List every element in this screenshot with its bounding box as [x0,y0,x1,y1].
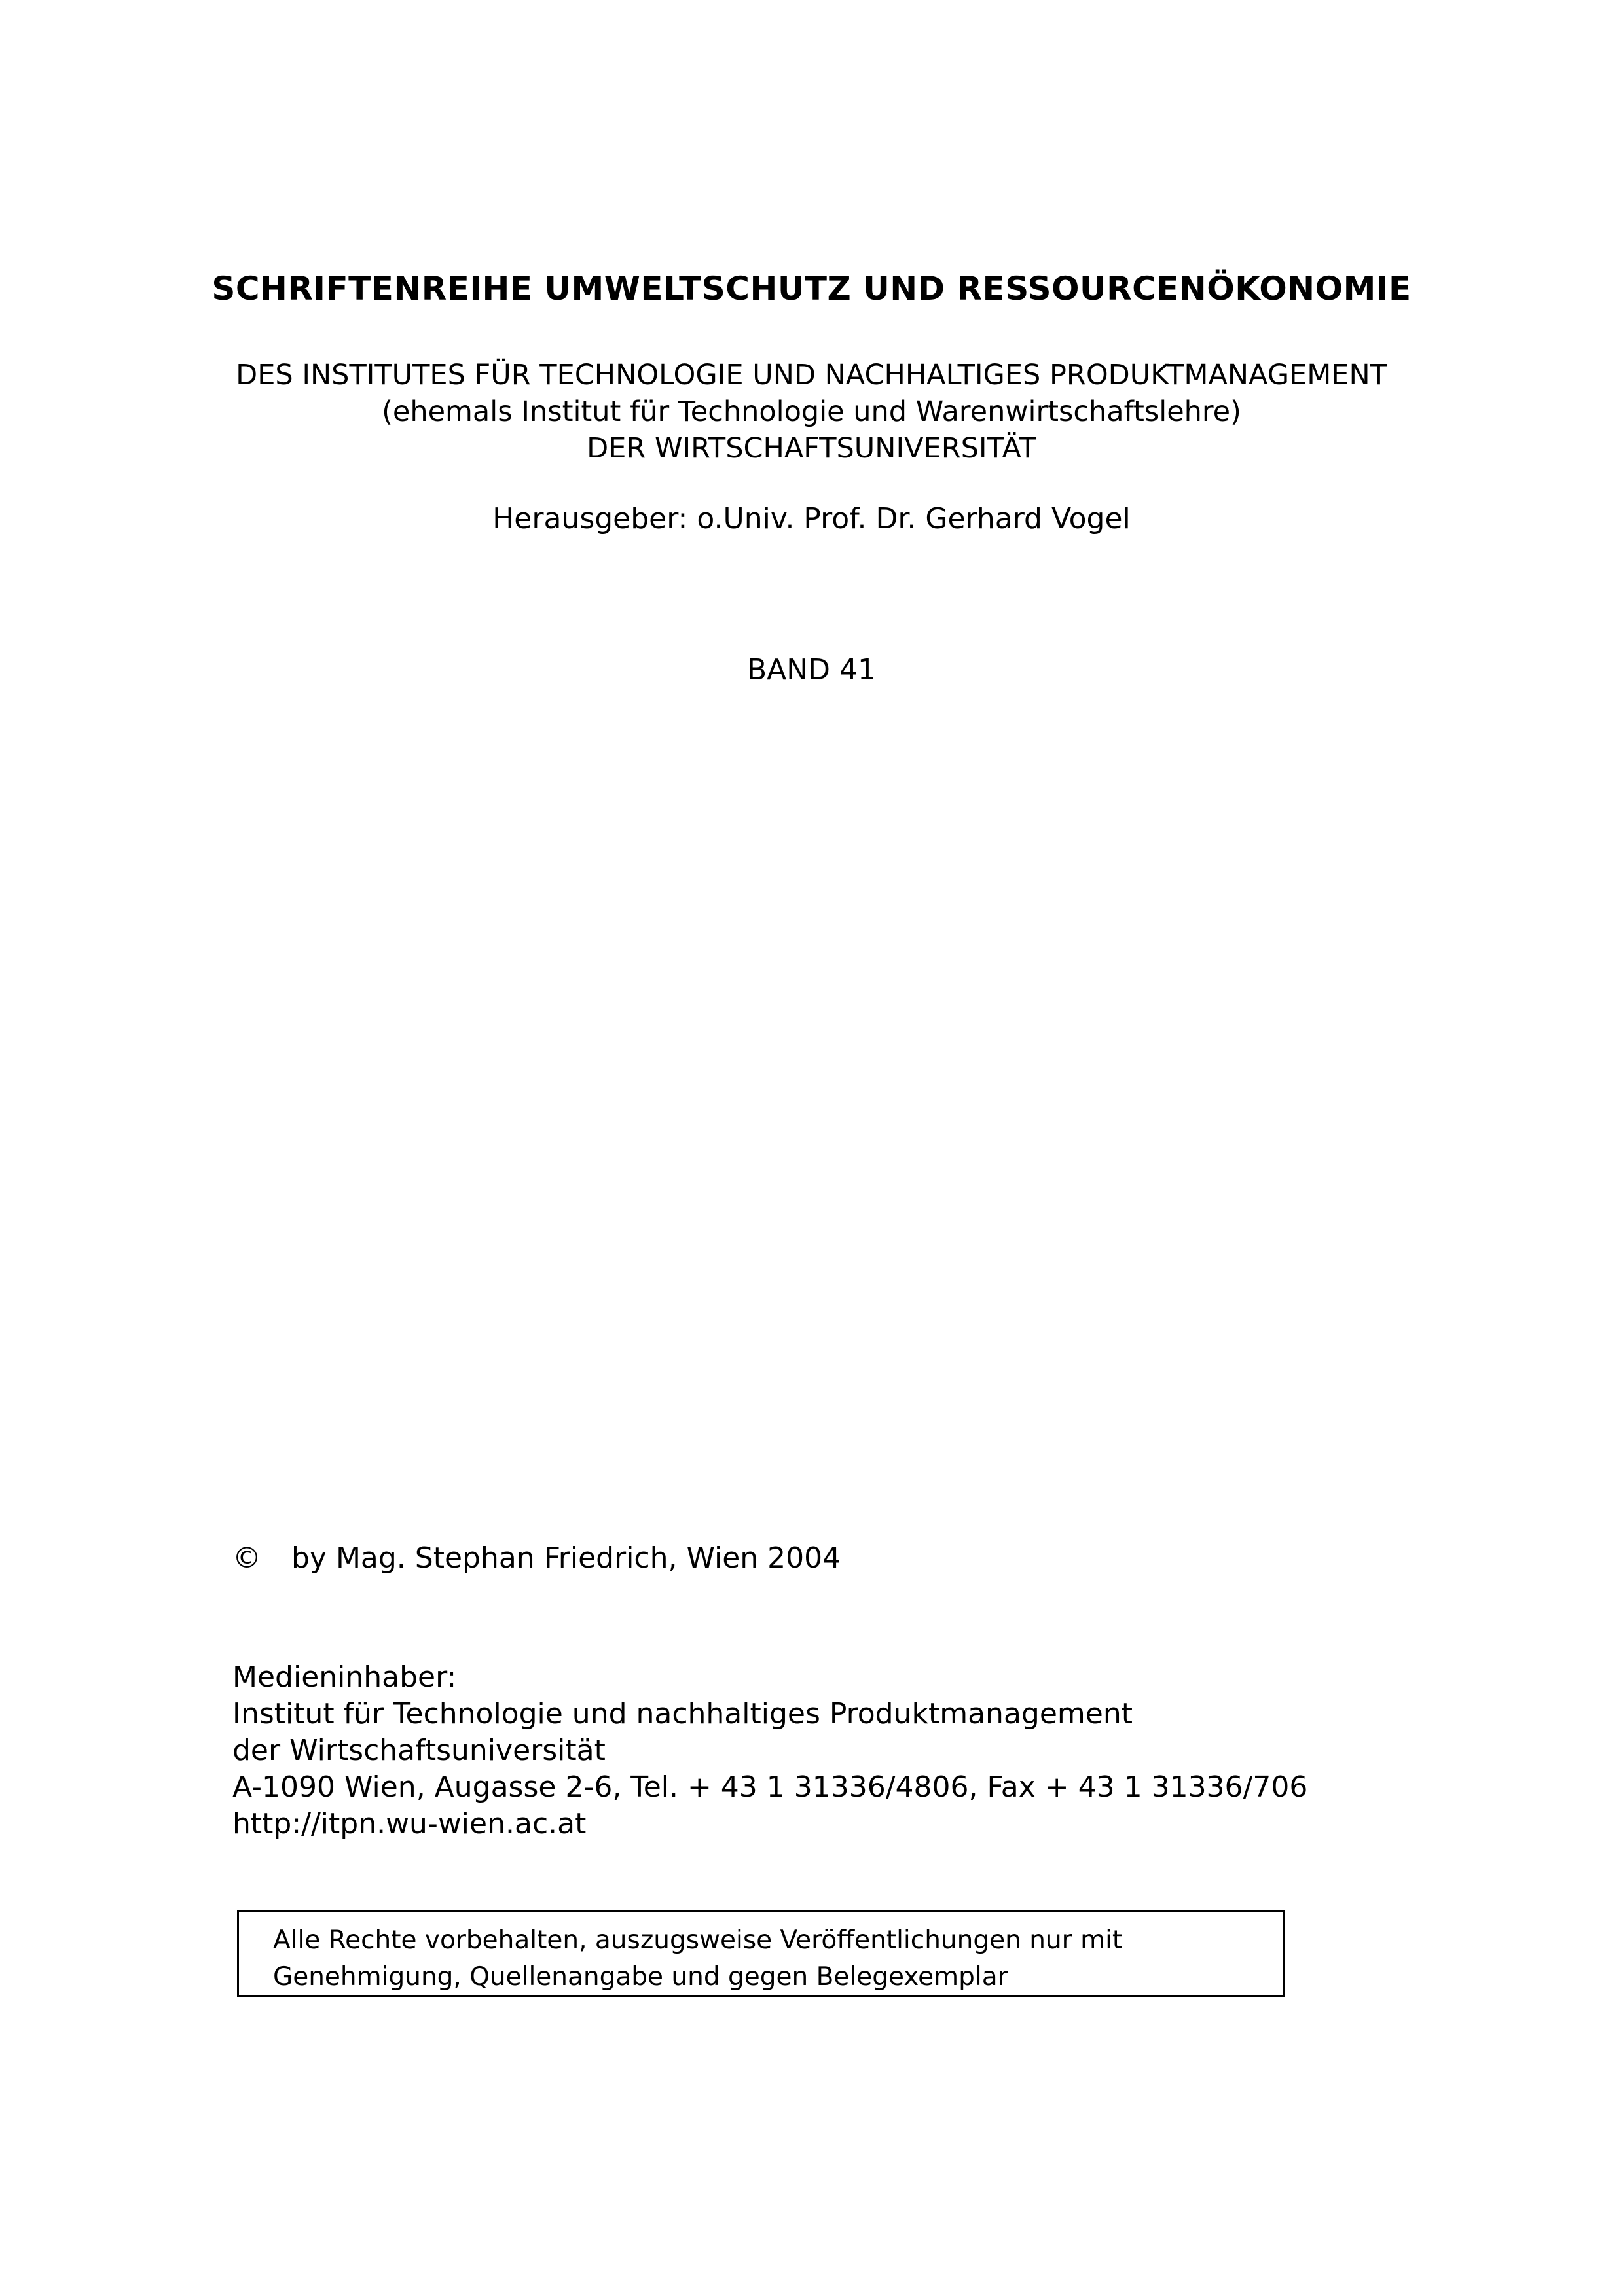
series-title: SCHRIFTENREIHE UMWELTSCHUTZ UND RESSOURCENÖKONOMIE [211,270,1412,308]
owner-institute: Institut für Technologie und nachhaltiges Produktmanagement [232,1697,1133,1731]
owner-address: A-1090 Wien, Augasse 2-6, Tel. + 43 1 31336/4806, Fax + 43 1 31336/706 [232,1770,1308,1804]
editor-line: Herausgeber: o.Univ. Prof. Dr. Gerhard Vogel [492,502,1131,535]
copyright-symbol: © [232,1541,261,1575]
copyright-text: by Mag. Stephan Friedrich, Wien 2004 [291,1541,841,1575]
media-owner-block [232,1659,1307,1842]
copyright-line [232,1541,841,1575]
rights-notice-box [237,1910,1285,1997]
rights-line: Alle Rechte vorbehalten, auszugsweise Veröffentlichungen nur mit [273,1926,1123,1955]
media-owner-label: Medieninhaber: [232,1660,457,1694]
owner-university: der Wirtschaftsuniversität [232,1734,606,1767]
rights-line: Genehmigung, Quellenangabe und gegen Belegexemplar [273,1962,1008,1992]
volume-number: BAND 41 [746,653,877,687]
owner-website: http://itpn.wu-wien.ac.at [232,1807,587,1840]
institute-line: DES INSTITUTES FÜR TECHNOLOGIE UND NACHHALTIGES PRODUKTMANAGEMENT [236,359,1387,391]
institute-block [0,357,1623,467]
former-name: (ehemals Institut für Technologie und Warenwirtschaftslehre) [382,395,1241,428]
university-line: DER WIRTSCHAFTSUNIVERSITÄT [587,432,1036,465]
